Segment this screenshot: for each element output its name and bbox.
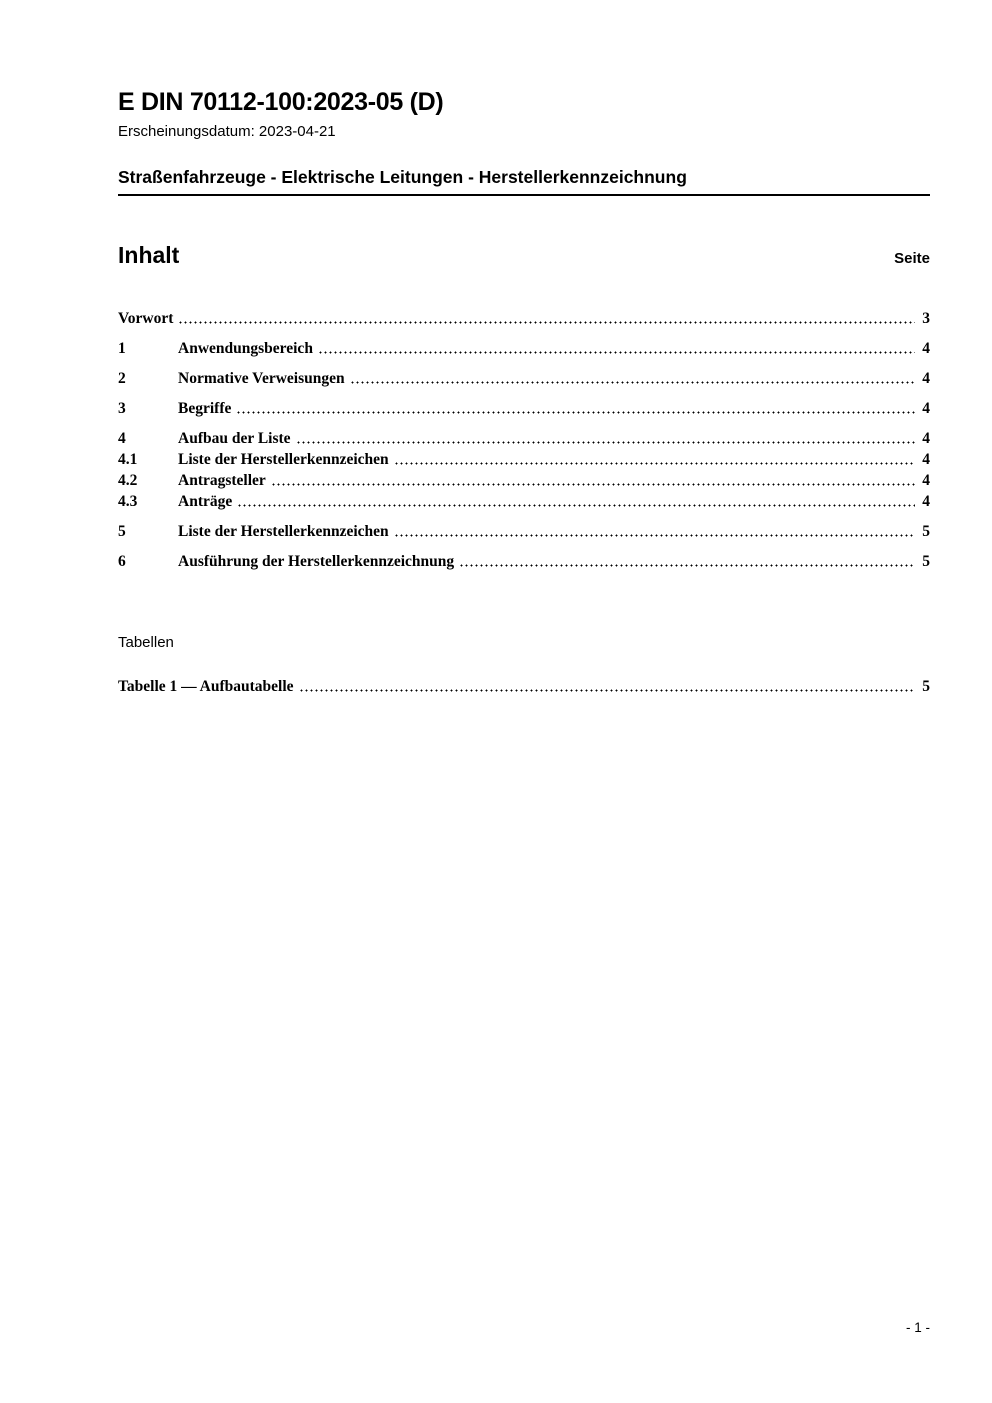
- publication-date: Erscheinungsdatum: 2023-04-21: [118, 123, 336, 140]
- toc-entry-2: [118, 369, 930, 389]
- toc-entry-page: 5: [922, 553, 930, 570]
- document-subtitle-block: [118, 167, 930, 196]
- toc-entry-page: 4: [922, 370, 930, 387]
- toc-entry-label: Vorwort: [118, 310, 174, 327]
- toc-entry-4-2: [118, 471, 930, 491]
- dot-leader: [318, 350, 915, 355]
- toc-entry-4-1: [118, 450, 930, 470]
- toc-entry-label: Antragsteller: [178, 472, 266, 489]
- toc-entry-page: 4: [922, 340, 930, 357]
- toc-entry-4: [118, 429, 930, 449]
- dot-leader: [237, 503, 915, 508]
- toc-entry-number: 1: [118, 340, 126, 357]
- toc-entry-label: Liste der Herstellerkennzeichen: [178, 451, 389, 468]
- toc-entry-4-3: [118, 492, 930, 512]
- dot-leader: [459, 563, 915, 568]
- dot-leader: [296, 440, 915, 445]
- toc-table-entry-page: 5: [922, 678, 930, 695]
- toc-entry-3: [118, 399, 930, 419]
- toc-entry-page: 4: [922, 472, 930, 489]
- toc-entries: [118, 309, 930, 572]
- dot-leader: [350, 380, 915, 385]
- document-subtitle: Straßenfahrzeuge - Elektrische Leitungen - Herstellerkennzeichnung: [118, 167, 687, 187]
- toc-entry-label: Begriffe: [178, 400, 232, 417]
- toc-entry-label: Aufbau der Liste: [178, 430, 291, 447]
- dot-leader: [394, 533, 915, 538]
- toc-entry-label: Ausführung der Herstellerkennzeichnung: [178, 553, 455, 570]
- toc-entry-5: [118, 522, 930, 542]
- toc-entry-label: Liste der Herstellerkennzeichen: [178, 523, 389, 540]
- toc-entry-number: 6: [118, 553, 126, 570]
- page-number: - 1 -: [905, 1320, 930, 1335]
- page-footer: [906, 1320, 930, 1335]
- dot-leader: [299, 688, 915, 693]
- toc-entry-page: 3: [922, 310, 930, 327]
- toc-entry-6: [118, 552, 930, 572]
- dot-leader: [178, 320, 915, 325]
- toc-header: [118, 242, 930, 269]
- toc-entry-page: 4: [922, 400, 930, 417]
- toc-heading: Inhalt: [118, 242, 180, 268]
- toc-entry-1: [118, 339, 930, 359]
- document-title: E DIN 70112-100:2023-05 (D): [118, 88, 444, 116]
- toc-entry-number: 4.3: [118, 493, 138, 510]
- toc-entry-label: Normative Verweisungen: [178, 370, 345, 387]
- page-column-label: Seite: [894, 250, 930, 267]
- toc-entry-page: 4: [922, 451, 930, 468]
- toc-entry-number: 4.2: [118, 472, 138, 489]
- toc-entry-page: 5: [922, 523, 930, 540]
- toc-table-entry-label: Tabelle 1 — Aufbautabelle: [118, 678, 294, 695]
- toc-entry-label: Anwendungsbereich: [178, 340, 313, 357]
- toc-entry-number: 3: [118, 400, 126, 417]
- toc-table-entry: [118, 677, 930, 697]
- tables-section-heading: Tabellen: [118, 634, 174, 651]
- toc-entry-vorwort: [118, 309, 930, 329]
- dot-leader: [394, 461, 915, 466]
- dot-leader: [271, 482, 915, 487]
- toc-entry-number: 5: [118, 523, 126, 540]
- toc-entry-label: Anträge: [178, 493, 233, 510]
- toc-entry-page: 4: [922, 430, 930, 447]
- toc-entry-page: 4: [922, 493, 930, 510]
- toc-entry-number: 4: [118, 430, 126, 447]
- toc-entry-number: 2: [118, 370, 126, 387]
- dot-leader: [236, 410, 915, 415]
- toc-entry-number: 4.1: [118, 451, 138, 468]
